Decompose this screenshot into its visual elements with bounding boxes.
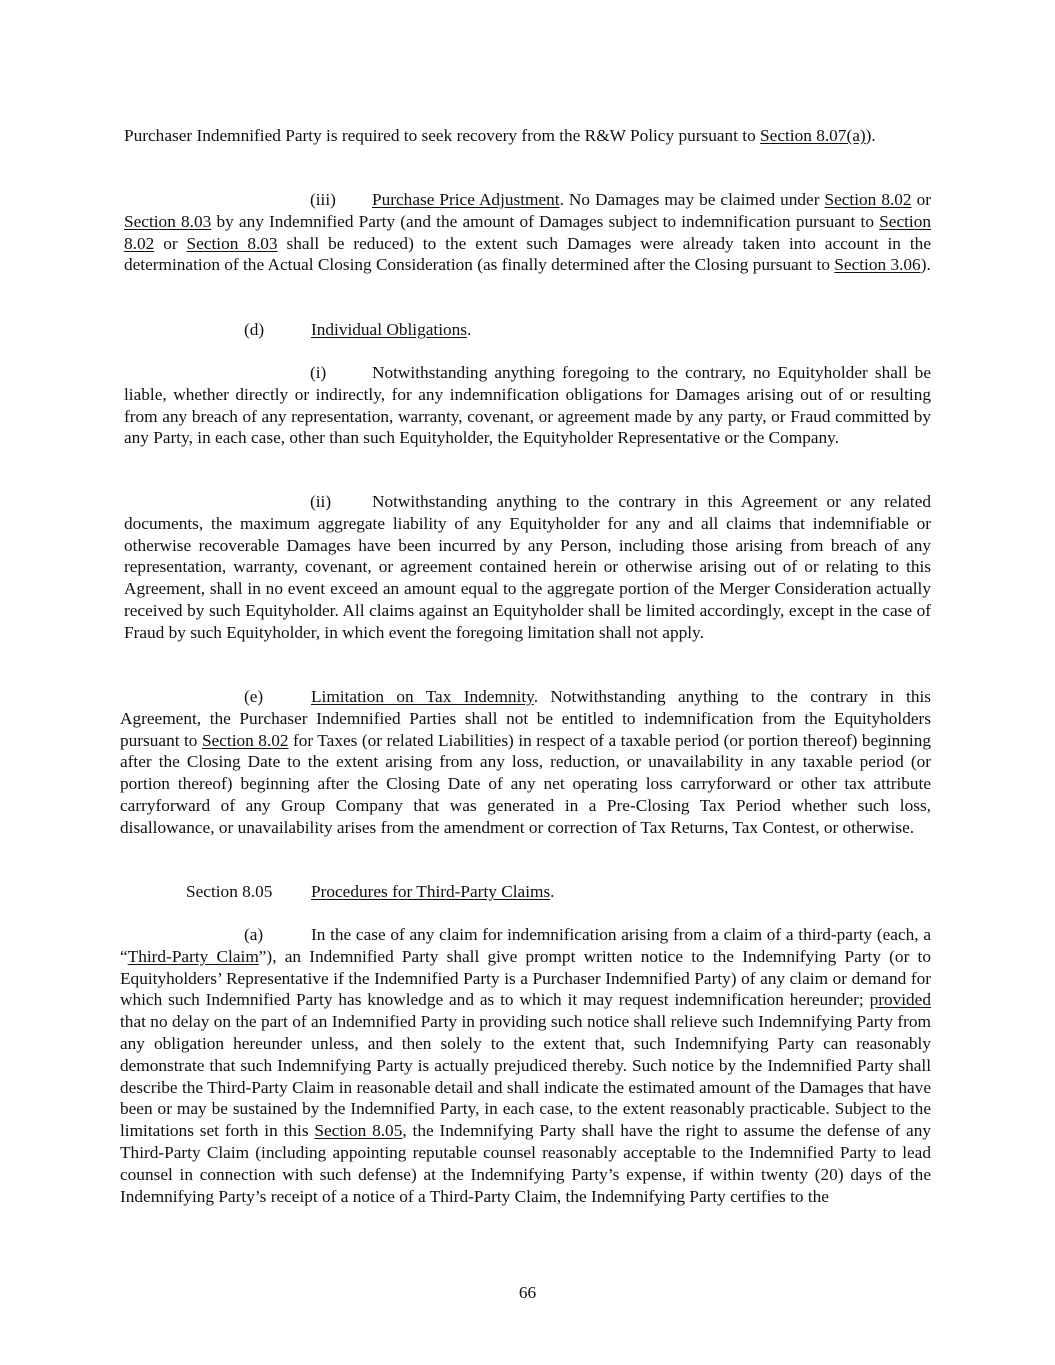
clause-number: (e) [244, 687, 264, 706]
section-reference: Section 8.02 [201, 730, 289, 750]
clause-number: (iii) [310, 190, 336, 209]
page-number: 66 [518, 1283, 537, 1302]
section-reference: Section 8.05 [314, 1121, 403, 1141]
paragraph-obligations-ii: (ii) Notwithstanding anything to the contrary in this Agreement or any related documents, the maximum aggregate liability of any Equityholder for any and all claims that indemnifiable or otherwise recoverable Damages have been incurred by any Person, including those arising from breach of any representation, warranty, covenant, or agreement contained herein or otherwise arising out of or relating to this Agreement, shall in no event exceed an amount equal to the aggregate portion of the Merger Consideration actually received by such Equityholder. All claims against an Equityholder shall be limited accordingly, except in the case of Fraud by such Equityholder, in which event the foregoing limitation shall not apply. [124, 492, 931, 642]
clause-heading: Purchase Price Adjustment [372, 190, 560, 209]
clause-heading: Individual Obligations [311, 320, 467, 339]
section-number: Section 8.05 [186, 882, 273, 901]
section-reference: Section 8.02 [124, 211, 931, 253]
section-reference: Section 8.07(a) [760, 126, 866, 145]
clause-number: (d) [244, 320, 265, 339]
section-reference: Section 8.02 [824, 190, 912, 209]
paragraph-continuation: Purchaser Indemnified Party is required to seek recovery from the R&W Policy pursuant to Section 8.07(a)). [124, 126, 876, 145]
clause-number: (a) [244, 925, 264, 944]
paragraph-tax-indemnity: (e) Limitation on Tax Indemnity. Notwithstanding anything to the contrary in this Agreement, the Purchaser Indemnified Parties shall not be entitled to indemnification from the Equityholders pursuant to Section 8.02 for Taxes (or related Liabilities) in respect of a taxable period (or portion thereof) beginning after the Closing Date to the extent arising from any loss, reduction, or unavailability in any taxable period (or portion thereof) beginning after the Closing Date of any net operating loss carryforward or other tax attribute carryforward of any Group Company that was generated in a Pre-Closing Tax Period whether such loss, disallowance, or unavailability arises from the amendment or correction of Tax Returns, Tax Contest, or otherwise. [120, 687, 931, 837]
paragraph-obligations-i: (i) Notwithstanding anything foregoing to the contrary, no Equityholder shall be liable, whether directly or indirectly, for any indemnification obligations for Damages arising out of or resulting from any breach of any representation, warranty, covenant, or agreement made by any party, or Fraud committed by any Party, in each case, other than such Equityholder, the Equityholder Representative or the Company. [124, 363, 931, 448]
section-reference: Section 8.03 [186, 233, 278, 253]
proviso: provided [869, 990, 931, 1010]
section-heading-8-05: Section 8.05 Procedures for Third-Party Claims. [186, 882, 555, 901]
section-reference: Section 8.03 [124, 211, 212, 231]
paragraph-individual-obligations: (d) Individual Obligations. [244, 320, 472, 339]
defined-term: Third-Party Claim [127, 946, 259, 966]
paragraph-purchase-price-adjustment: (iii) Purchase Price Adjustment. No Damages may be claimed under Section 8.02 or Section 8.03 by any Indemnified Party (and the amount of Damages subject to indemnification pursuant to Section 8.02 or Section 8.03 shall be reduced) to the extent such Damages were already taken into account in the determination of the Actual Closing Consideration (as finally determined after the Closing pursuant to Section 3.06). [124, 190, 931, 275]
section-title: Procedures for Third-Party Claims [311, 882, 551, 901]
clause-heading: Limitation on Tax Indemnity [311, 687, 534, 706]
paragraph-third-party-claims-a: (a) In the case of any claim for indemnification arising from a claim of a third-party (each, a “Third-Party Claim”), an Indemnified Party shall give prompt written notice to the Indemnifying Party (or to Equityholders’ Representative if the Indemnified Party is a Purchaser Indemnified Party) of any claim or demand for which such Indemnified Party has knowledge and as to which it may request indemnification hereunder; provided that no delay on the part of an Indemnified Party in providing such notice shall relieve such Indemnifying Party from any obligation hereunder unless, and then solely to the extent that, such Indemnifying Party can reasonably demonstrate that such Indemnifying Party is actually prejudiced thereby. Such notice by the Indemnified Party shall describe the Third-Party Claim in reasonable detail and shall indicate the estimated amount of the Damages that have been or may be sustained by the Indemnified Party, in each case, to the extent reasonably practicable. Subject to the limitations set forth in this Section 8.05, the Indemnifying Party shall have the right to assume the defense of any Third-Party Claim (including appointing reputable counsel reasonably acceptable to the Indemnified Party to lead counsel in connection with such defense) at the Indemnifying Party’s expense, if within twenty (20) days of the Indemnifying Party’s receipt of a notice of a Third-Party Claim, the Indemnifying Party certifies to the [120, 925, 931, 1206]
clause-number: (i) [310, 363, 327, 382]
section-reference: Section 3.06 [834, 255, 921, 275]
clause-number: (ii) [310, 492, 332, 511]
